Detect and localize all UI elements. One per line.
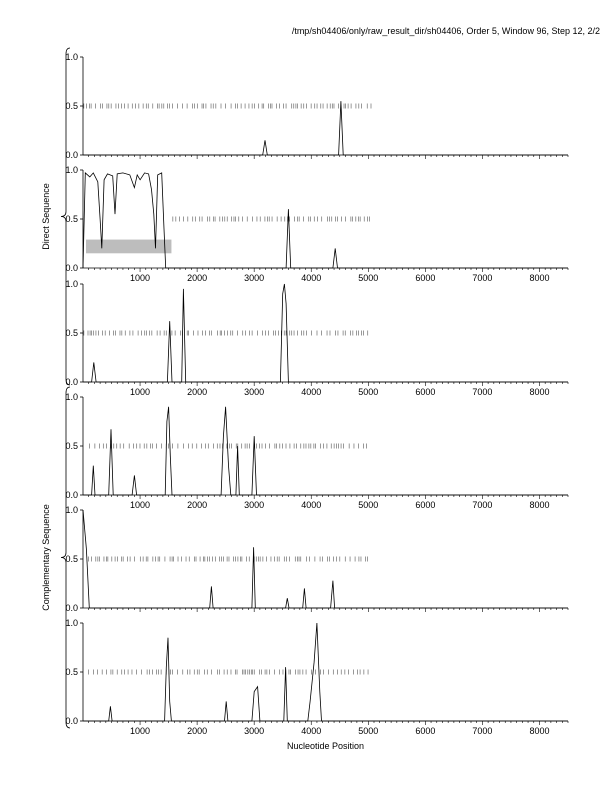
- threshold-markers: [88, 670, 368, 675]
- x-tick-label: 3000: [244, 273, 265, 283]
- y-tick-label: 0.0: [65, 490, 78, 500]
- x-tick-label: 2000: [187, 726, 208, 736]
- threshold-markers: [84, 104, 371, 109]
- x-tick-label: 2000: [187, 273, 208, 283]
- panel-1: [65, 52, 568, 160]
- threshold-markers: [173, 217, 369, 222]
- threshold-markers: [88, 557, 367, 562]
- y-tick-label: 0.0: [65, 263, 78, 273]
- series-line: [83, 284, 568, 382]
- y-tick-label: 1.0: [65, 279, 78, 289]
- x-tick-label: 2000: [187, 387, 208, 397]
- x-tick-label: 8000: [529, 726, 550, 736]
- x-tick-label: 1000: [130, 726, 151, 736]
- series-line: [83, 173, 568, 268]
- complementary-sequence-label: Complementary Sequence: [41, 504, 51, 611]
- y-tick-label: 0.5: [65, 667, 78, 677]
- x-tick-label: 4000: [301, 387, 322, 397]
- threshold-markers: [84, 331, 368, 336]
- x-tick-label: 1000: [130, 273, 151, 283]
- x-tick-label: 5000: [358, 387, 379, 397]
- x-tick-label: 6000: [415, 273, 436, 283]
- y-tick-label: 0.0: [65, 603, 78, 613]
- direct-sequence-label: Direct Sequence: [41, 183, 51, 250]
- panel-5: [65, 505, 568, 613]
- shaded-region: [86, 240, 171, 254]
- panel-4: [65, 392, 568, 510]
- panel-2: [65, 165, 568, 283]
- x-tick-label: 7000: [472, 273, 493, 283]
- x-tick-label: 3000: [244, 500, 265, 510]
- x-tick-label: 5000: [358, 500, 379, 510]
- x-tick-label: 4000: [301, 500, 322, 510]
- x-axis-title: Nucleotide Position: [286, 741, 365, 751]
- x-tick-label: 3000: [244, 726, 265, 736]
- y-tick-label: 1.0: [65, 392, 78, 402]
- y-tick-label: 0.5: [65, 101, 78, 111]
- series-line: [83, 510, 568, 608]
- x-tick-label: 8000: [529, 387, 550, 397]
- y-tick-label: 1.0: [65, 165, 78, 175]
- x-tick-label: 6000: [415, 387, 436, 397]
- y-tick-label: 1.0: [65, 52, 78, 62]
- x-tick-label: 1000: [130, 500, 151, 510]
- x-tick-label: 8000: [529, 500, 550, 510]
- y-tick-label: 0.5: [65, 214, 78, 224]
- y-tick-label: 0.0: [65, 150, 78, 160]
- y-tick-label: 0.5: [65, 441, 78, 451]
- x-tick-label: 3000: [244, 387, 265, 397]
- x-tick-label: 7000: [472, 726, 493, 736]
- y-tick-label: 0.0: [65, 377, 78, 387]
- x-tick-label: 6000: [415, 726, 436, 736]
- series-line: [83, 101, 568, 155]
- x-tick-label: 7000: [472, 387, 493, 397]
- series-line: [83, 407, 568, 495]
- y-tick-label: 0.5: [65, 554, 78, 564]
- y-tick-label: 0.5: [65, 328, 78, 338]
- header-title: /tmp/sh04406/only/raw_result_dir/sh04406, Order 5, Window 96, Step 12, 2/2: [291, 26, 600, 36]
- y-tick-label: 1.0: [65, 505, 78, 515]
- x-tick-label: 1000: [130, 387, 151, 397]
- x-tick-label: 5000: [358, 273, 379, 283]
- x-tick-label: 8000: [529, 273, 550, 283]
- panel-6: [65, 618, 568, 736]
- x-tick-label: 2000: [187, 500, 208, 510]
- x-tick-label: 7000: [472, 500, 493, 510]
- y-tick-label: 1.0: [65, 618, 78, 628]
- series-line: [83, 623, 568, 721]
- y-tick-label: 0.0: [65, 716, 78, 726]
- x-tick-label: 5000: [358, 726, 379, 736]
- x-tick-label: 4000: [301, 726, 322, 736]
- x-tick-label: 6000: [415, 500, 436, 510]
- x-tick-label: 4000: [301, 273, 322, 283]
- panel-3: [65, 279, 568, 397]
